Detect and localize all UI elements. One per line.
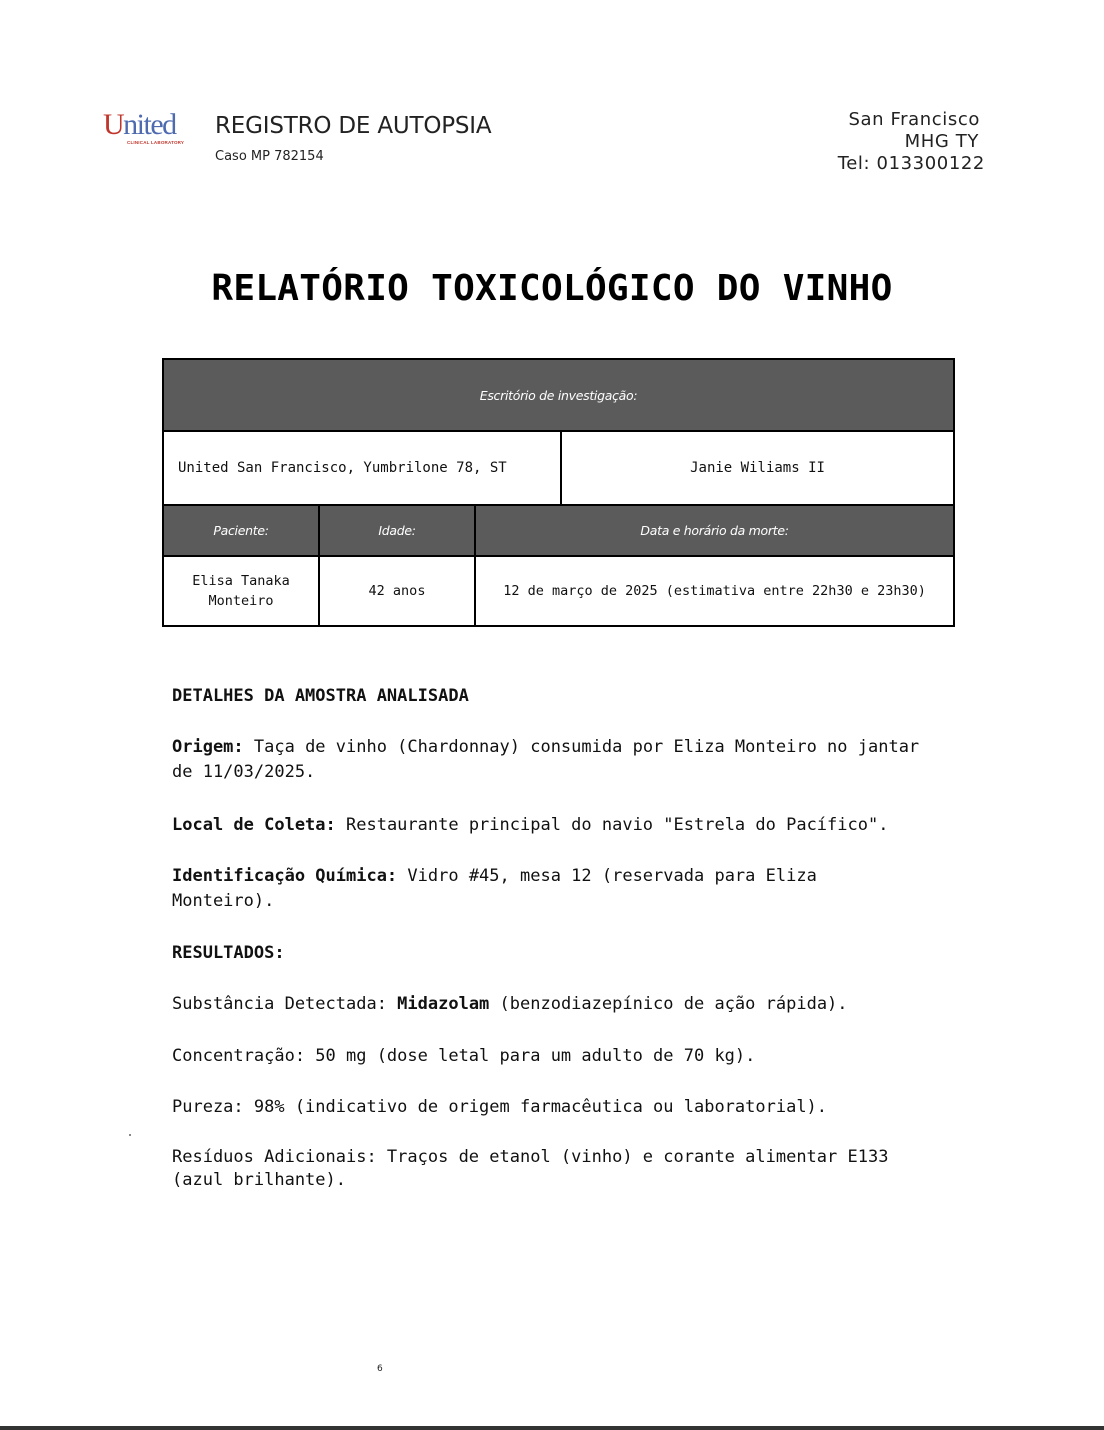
chemical-id-label: Identificação Química: — [172, 866, 398, 886]
office-address: United San Francisco, Yumbrilone 78, ST — [163, 431, 561, 505]
death-datetime: 12 de março de 2025 (estimativa entre 22h30 e 23h30) — [475, 556, 954, 626]
patient-name: Elisa Tanaka Monteiro — [163, 556, 319, 626]
patient-header-row — [163, 505, 954, 556]
chemical-id-value: Vidro #45, mesa 12 (reservada para Eliza Monteiro). — [172, 866, 817, 911]
patient-values-row — [163, 556, 954, 626]
case-number: Caso MP 782154 — [215, 149, 324, 164]
company-logo — [103, 108, 195, 148]
result-substance — [172, 992, 848, 1017]
origin-label: Origem: — [172, 737, 244, 757]
office-values-row — [163, 431, 954, 505]
patient-header: Paciente: — [163, 505, 319, 556]
sample-section-title: DETALHES DA AMOSTRA ANALISADA — [172, 686, 469, 706]
office-header-row — [163, 359, 954, 431]
office-person: Janie Wiliams II — [561, 431, 954, 505]
result-concentration: Concentração: 50 mg (dose letal para um adulto de 70 kg). — [172, 1046, 756, 1066]
sample-location — [172, 813, 952, 838]
sample-origin — [172, 735, 932, 785]
page-number: 6 — [377, 1364, 383, 1374]
substance-label: Substância Detectada: — [172, 994, 398, 1014]
logo-subtitle: CLINICAL LABORATORY — [127, 140, 185, 145]
logo-wordmark: United — [103, 108, 176, 141]
death-header: Data e horário da morte: — [475, 505, 954, 556]
results-section-title: RESULTADOS: — [172, 943, 285, 963]
substance-name: Midazolam — [397, 994, 490, 1014]
origin-value: Taça de vinho (Chardonnay) consumida por Eliza Monteiro no jantar de 11/03/2025. — [172, 737, 920, 782]
page-bottom-edge — [0, 1426, 1104, 1430]
location-value: Restaurante principal do navio "Estrela do Pacífico". — [335, 815, 889, 835]
sample-chemical-id — [172, 864, 892, 914]
result-purity: Pureza: 98% (indicativo de origem farmacêutica ou laboratorial). — [172, 1097, 828, 1117]
location-label: Local de Coleta: — [172, 815, 336, 835]
patient-age: 42 anos — [319, 556, 475, 626]
address-code: MHG TY — [904, 131, 979, 152]
address-city: San Francisco — [848, 109, 980, 130]
address-phone: Tel: 013300122 — [837, 153, 985, 174]
office-header: Escritório de investigação: — [163, 359, 954, 431]
stray-mark — [129, 1134, 131, 1136]
document-title: RELATÓRIO TOXICOLÓGICO DO VINHO — [211, 268, 893, 309]
substance-description: (benzodiazepínico de ação rápida). — [489, 994, 848, 1014]
registry-title: REGISTRO DE AUTOPSIA — [215, 113, 492, 139]
address-block — [838, 109, 985, 175]
age-header: Idade: — [319, 505, 475, 556]
case-info-table — [162, 358, 955, 627]
result-residues: Resíduos Adicionais: Traços de etanol (vinho) e corante alimentar E133 (azul brilhante). — [172, 1147, 889, 1190]
